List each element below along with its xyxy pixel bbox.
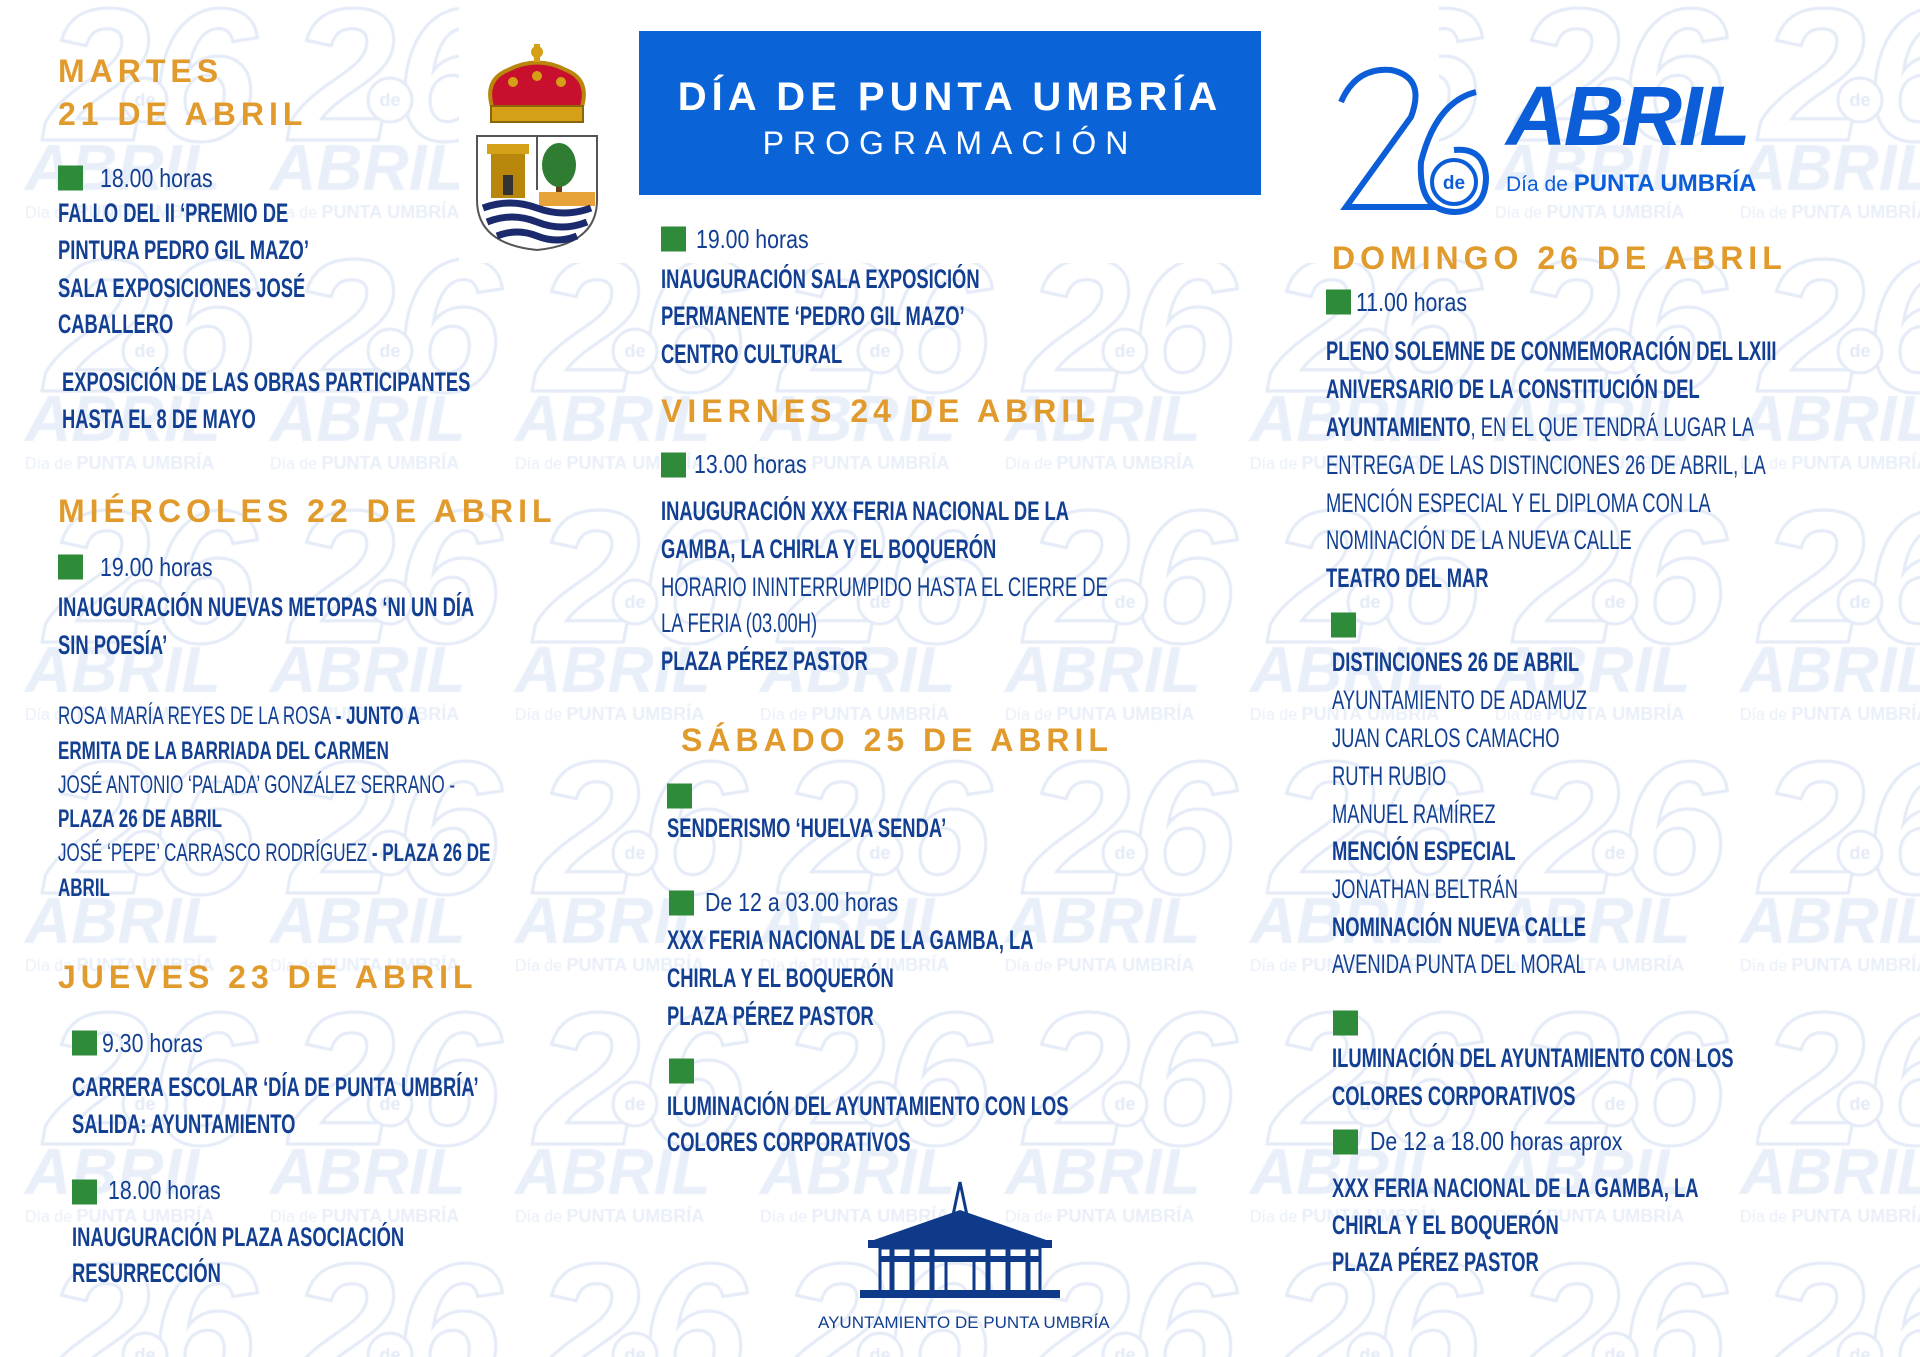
event-place: PLAZA PÉREZ PASTOR xyxy=(661,646,868,676)
bullet-square-icon xyxy=(58,555,83,580)
bullet-square-icon xyxy=(661,227,686,252)
event-line: PINTURA PEDRO GIL MAZO’ xyxy=(58,235,309,265)
event-line: SALIDA: AYUNTAMIENTO xyxy=(72,1109,296,1139)
separator: - xyxy=(367,839,383,867)
event-line: FALLO DEL II ‘PREMIO DE xyxy=(58,198,289,228)
event-line: SALA EXPOSICIONES JOSÉ xyxy=(58,273,306,303)
bullet-square-icon xyxy=(1333,1011,1358,1036)
title-banner xyxy=(639,31,1261,195)
bullet-square-icon xyxy=(72,1180,97,1205)
calle-title: NOMINACIÓN NUEVA CALLE xyxy=(1332,912,1586,942)
metopa-place: ABRIL xyxy=(58,874,110,902)
heading-sabado: SÁBADO 25 DE ABRIL xyxy=(681,722,1113,758)
metopa-line xyxy=(58,837,490,869)
logo-tagline-prefix: Día de xyxy=(1506,173,1568,196)
26-outline-icon xyxy=(1326,62,1501,222)
event-time: De 12 a 18.00 horas aprox xyxy=(1370,1126,1623,1156)
event-time: 19.00 horas xyxy=(100,552,213,582)
heading-martes: MARTES xyxy=(58,53,224,89)
event-detail: NOMINACIÓN DE LA NUEVA CALLE xyxy=(1326,525,1632,555)
event-line: ILUMINACIÓN DEL AYUNTAMIENTO CON LOS xyxy=(1332,1043,1734,1073)
event-detail: HORARIO ININTERRUMPIDO HASTA EL CIERRE DE xyxy=(661,572,1108,602)
metopa-place: ERMITA DE LA BARRIADA DEL CARMEN xyxy=(58,737,389,765)
event-line xyxy=(1326,410,1754,444)
event-line: PERMANENTE ‘PEDRO GIL MAZO’ xyxy=(661,301,965,331)
metopa-place: PLAZA 26 DE ABRIL xyxy=(58,805,223,833)
event-detail: ENTREGA DE LAS DISTINCIONES 26 DE ABRIL, LA xyxy=(1326,450,1766,480)
event-line: ILUMINACIÓN DEL AYUNTAMIENTO CON LOS xyxy=(667,1091,1069,1121)
event-line: ANIVERSARIO DE LA CONSTITUCIÓN DEL xyxy=(1326,374,1700,404)
event-line: SENDERISMO ‘HUELVA SENDA’ xyxy=(667,813,947,843)
heading-miercoles: MIÉRCOLES 22 DE ABRIL xyxy=(58,493,557,529)
event-line: PLENO SOLEMNE DE CONMEMORACIÓN DEL LXIII xyxy=(1326,336,1777,366)
event-detail: LA FERIA (03.00H) xyxy=(661,608,818,638)
event-bold: AYUNTAMIENTO xyxy=(1326,412,1471,442)
calle-item: AVENIDA PUNTA DEL MORAL xyxy=(1332,949,1586,979)
bullet-square-icon xyxy=(669,891,694,916)
separator: - xyxy=(331,702,347,730)
town-hall-building-logo xyxy=(860,1180,1060,1302)
event-line: SIN POESÍA’ xyxy=(58,630,168,660)
event-time: De 12 a 03.00 horas xyxy=(705,887,899,917)
bullet-square-icon xyxy=(1326,290,1351,315)
metopa-place: PLAZA 26 DE xyxy=(382,839,491,867)
event-time: 18.00 horas xyxy=(108,1175,221,1205)
event-place: PLAZA PÉREZ PASTOR xyxy=(1332,1247,1539,1277)
coat-of-arms-icon xyxy=(473,40,601,252)
footer-logo-caption: AYUNTAMIENTO DE PUNTA UMBRÍA xyxy=(818,1313,1110,1332)
metopa-place: JUNTO A xyxy=(346,702,420,730)
distinciones-title: DISTINCIONES 26 DE ABRIL xyxy=(1332,647,1580,677)
bullet-square-icon xyxy=(667,784,692,809)
event-line: CARRERA ESCOLAR ‘DÍA DE PUNTA UMBRÍA’ xyxy=(72,1072,479,1102)
logo-month: ABRIL xyxy=(1506,69,1748,163)
metopa-name: JOSÉ ‘PEPE’ CARRASCO RODRÍGUEZ xyxy=(58,839,368,867)
event-detail: MENCIÓN ESPECIAL Y EL DIPLOMA CON LA xyxy=(1326,488,1711,518)
event-time: 11.00 horas xyxy=(1356,287,1468,317)
event-line: XXX FERIA NACIONAL DE LA GAMBA, LA xyxy=(1332,1173,1699,1203)
event-line: INAUGURACIÓN NUEVAS METOPAS ‘NI UN DÍA xyxy=(58,592,475,622)
page-subtitle: PROGRAMACIÓN xyxy=(762,125,1138,161)
bullet-square-icon xyxy=(72,1031,97,1056)
event-line: CENTRO CULTURAL xyxy=(661,339,843,369)
event-line: HASTA EL 8 DE MAYO xyxy=(62,404,256,434)
event-line: CHIRLA Y EL BOQUERÓN xyxy=(667,963,894,993)
event-line: INAUGURACIÓN PLAZA ASOCIACIÓN xyxy=(72,1222,405,1252)
bullet-square-icon xyxy=(669,1059,694,1084)
bullet-square-icon xyxy=(58,166,83,191)
distinction-item: RUTH RUBIO xyxy=(1332,761,1447,791)
event-time: 18.00 horas xyxy=(100,163,213,193)
distinction-item: JUAN CARLOS CAMACHO xyxy=(1332,723,1560,753)
event-time: 9.30 horas xyxy=(102,1028,203,1058)
heading-jueves: JUEVES 23 DE ABRIL xyxy=(58,959,478,995)
page-title: DÍA DE PUNTA UMBRÍA xyxy=(677,75,1223,119)
event-line: COLORES CORPORATIVOS xyxy=(1332,1081,1576,1111)
event-line: GAMBA, LA CHIRLA Y EL BOQUERÓN xyxy=(661,534,997,564)
event-line: INAUGURACIÓN SALA EXPOSICIÓN xyxy=(661,264,980,294)
26-de-abril-logo xyxy=(1326,62,1756,227)
logo-de-text: de xyxy=(1442,173,1466,194)
heading-martes-date: 21 DE ABRIL xyxy=(58,96,308,132)
event-place: PLAZA PÉREZ PASTOR xyxy=(667,1001,874,1031)
event-time: 19.00 horas xyxy=(696,224,809,254)
metopa-name: ROSA MARÍA REYES DE LA ROSA xyxy=(58,702,332,730)
event-line: XXX FERIA NACIONAL DE LA GAMBA, LA xyxy=(667,925,1034,955)
event-detail: , EN EL QUE TENDRÁ LUGAR LA xyxy=(1470,412,1755,442)
bullet-square-icon xyxy=(661,453,686,478)
mencion-item: JONATHAN BELTRÁN xyxy=(1332,874,1519,904)
distinction-item: AYUNTAMIENTO DE ADAMUZ xyxy=(1332,685,1588,715)
metopa-line xyxy=(58,700,420,732)
event-line: CHIRLA Y EL BOQUERÓN xyxy=(1332,1210,1559,1240)
logo-tagline xyxy=(1506,170,1756,199)
mencion-title: MENCIÓN ESPECIAL xyxy=(1332,836,1516,866)
event-time: 13.00 horas xyxy=(694,449,807,479)
event-line: COLORES CORPORATIVOS xyxy=(667,1127,911,1157)
heading-domingo: DOMINGO 26 DE ABRIL xyxy=(1332,240,1787,276)
metopa-name: JOSÉ ANTONIO ‘PALADA’ GONZÁLEZ SERRANO - xyxy=(58,771,456,799)
logo-tagline-name: PUNTA UMBRÍA xyxy=(1573,170,1757,197)
bullet-square-icon xyxy=(1333,1130,1358,1155)
event-line: RESURRECCIÓN xyxy=(72,1258,221,1288)
distinction-item: MANUEL RAMÍREZ xyxy=(1332,799,1496,829)
event-place: TEATRO DEL MAR xyxy=(1326,563,1489,593)
bullet-square-icon xyxy=(1331,613,1356,638)
event-line: INAUGURACIÓN XXX FERIA NACIONAL DE LA xyxy=(661,496,1070,526)
heading-viernes: VIERNES 24 DE ABRIL xyxy=(661,393,1100,429)
event-line: EXPOSICIÓN DE LAS OBRAS PARTICIPANTES xyxy=(62,367,471,397)
event-line: CABALLERO xyxy=(58,309,174,339)
